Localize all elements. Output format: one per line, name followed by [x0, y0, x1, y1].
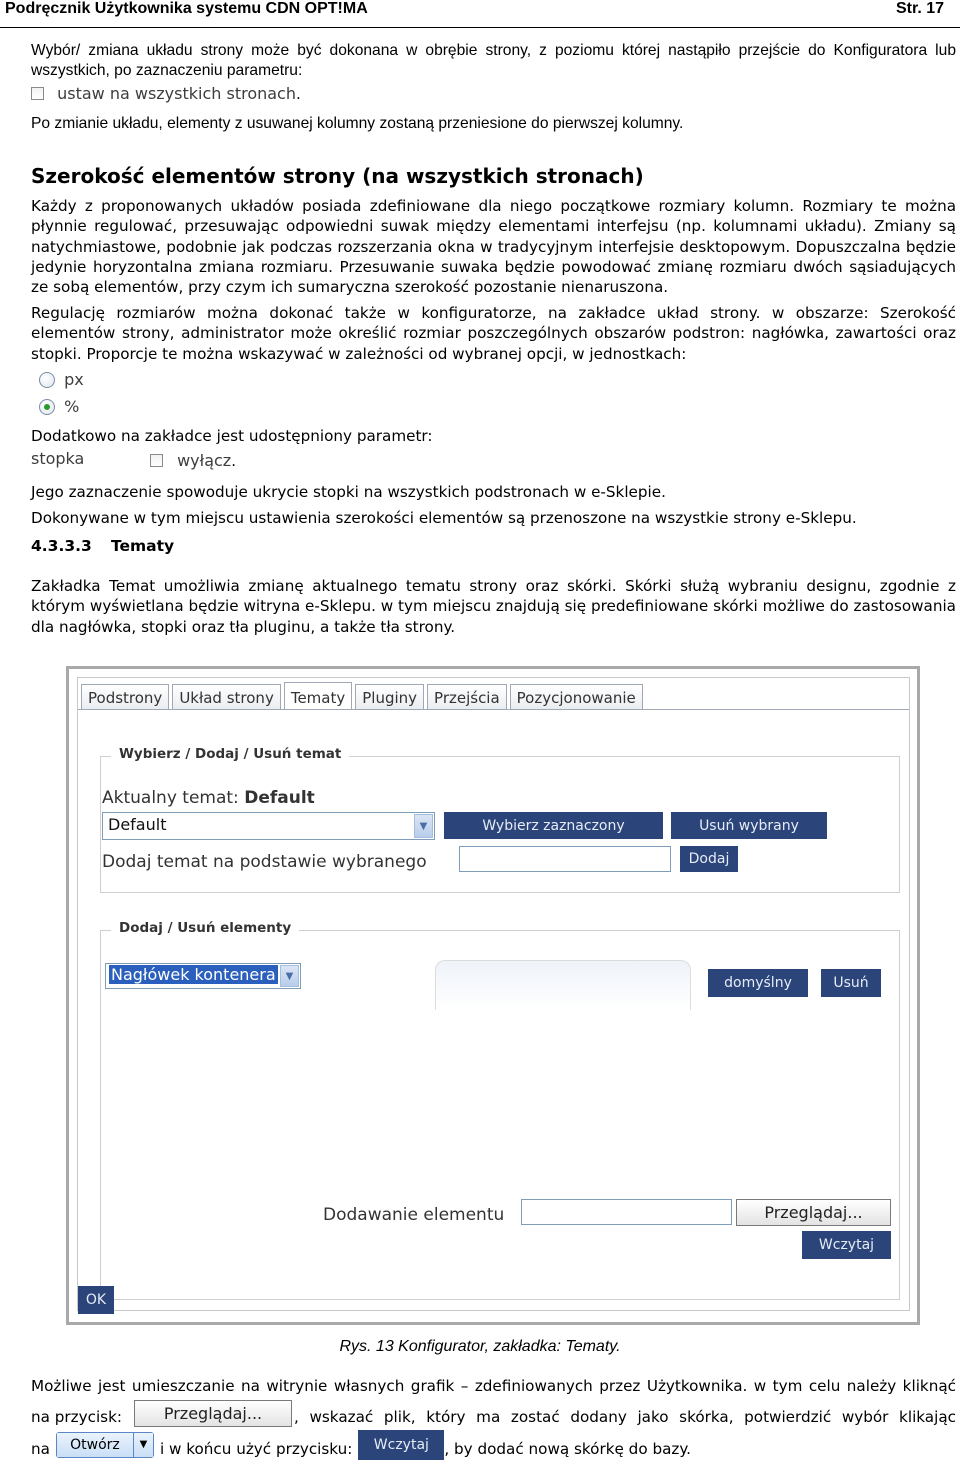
- checkbox-label: ustaw na wszystkich stronach: [57, 84, 296, 103]
- section-paragraph-3: Jego zaznaczenie spowoduje ukrycie stopki na wszystkich podstronach w e-Sklepie.: [31, 483, 666, 501]
- radio-label-px: px: [64, 370, 84, 389]
- element-preview-area: [435, 960, 691, 1010]
- stopka-checkbox-row: wyłącz.: [150, 451, 236, 470]
- wylacz-label: wyłącz: [177, 451, 232, 470]
- theme-fieldset-legend: Wybierz / Dodaj / Usuń temat: [111, 746, 349, 762]
- radio-selected-icon: [39, 399, 55, 415]
- intro-paragraph: Wybór/ zmiana układu strony może być dokonana w obrębie strony, z poziomu której nastąpiło przejście do Konfiguratora lub wszystkich, po zaznaczeniu parametru:: [31, 42, 956, 80]
- figure-caption: Rys. 13 Konfigurator, zakładka: Tematy.: [339, 1338, 621, 1355]
- elements-fieldset-legend: Dodaj / Usuń elementy: [111, 920, 299, 936]
- element-select-value: Nagłówek kontenera: [111, 965, 276, 984]
- select-checked-button[interactable]: Wybierz zaznaczony: [444, 812, 663, 839]
- subsection-heading: [31, 537, 174, 555]
- stopka-label: stopka: [31, 449, 85, 468]
- themes-paragraph: Zakładka Temat umożliwia zmianę aktualnego tematu strony oraz skórki. Skórki służą wybraniu designu, zgodnie z którym wyświetlana będzie witryna e-Sklepu. w tym miejscu znajdują się predefiniowane skórki możliwe do zastosowania dla nagłówka, stopki oraz tła pluginu, a także tła strony.: [31, 577, 956, 636]
- param-intro-text: Dodatkowo na zakładce jest udostępniony parametr:: [31, 427, 433, 445]
- section-heading: Szerokość elementów strony (na wszystkich stronach): [31, 164, 644, 188]
- chevron-down-icon[interactable]: ▼: [280, 965, 299, 987]
- closing-line-1: Możliwe jest umieszczanie na witrynie własnych grafik – zdefiniowanych przez Użytkownika. w tym celu należy kliknąć: [31, 1377, 956, 1395]
- delete-selected-button[interactable]: Usuń wybrany: [671, 812, 827, 839]
- browse-button-inline[interactable]: Przeglądaj...: [134, 1400, 292, 1427]
- header-rule: [0, 27, 960, 28]
- open-button-label[interactable]: Otwórz: [57, 1433, 133, 1457]
- open-split-button[interactable]: [56, 1432, 154, 1458]
- radio-percent-row: [39, 397, 79, 416]
- new-theme-name-input[interactable]: [459, 846, 671, 872]
- subsection-number: 4.3.3.3: [31, 537, 92, 555]
- theme-select[interactable]: [102, 812, 435, 840]
- tab-przejscia[interactable]: Przejścia: [427, 684, 507, 710]
- page-number: Str. 17: [895, 0, 944, 17]
- configurator-screenshot: [66, 666, 920, 1325]
- remove-button[interactable]: Usuń: [821, 969, 881, 997]
- adding-element-label: Dodawanie elementu: [323, 1205, 505, 1225]
- section-paragraph: Każdy z proponowanych układów posiada zdefiniowane dla niego początkowe rozmiary kolumn. Rozmiary te można płynnie regulować, przesuwając odpowiedni suwak między elementami interfejsu (np. kolumnami układu). Zmiany są natychmiastowe, podobnie jak podczas rozszerzania okna w tradycyjnym interfejsie desktopowym. Dopuszczalna będzie jedynie horyzontalna zmiana rozmiaru. Przesuwanie suwaka będzie powodować zmianę rozmiaru dwóch sąsiadujących ze sobą elementów, przy czym ich sumaryczna szerokość pozostanie nienaruszona.: [31, 197, 956, 297]
- current-theme-value: Default: [244, 788, 315, 808]
- radio-px-row: [39, 370, 84, 389]
- tab-uklad-strony[interactable]: Układ strony: [172, 684, 281, 710]
- subsection-title: Tematy: [111, 537, 175, 555]
- tab-podstrony[interactable]: Podstrony: [81, 684, 169, 710]
- section-paragraph-4: Dokonywane w tym miejscu ustawienia szerokości elementów są przenoszone na wszystkie strony e-Sklepu.: [31, 509, 857, 527]
- tab-tematy[interactable]: Tematy: [284, 682, 352, 710]
- load-button[interactable]: Wczytaj: [802, 1231, 891, 1259]
- ok-button[interactable]: OK: [78, 1286, 114, 1314]
- radio-empty-icon: [39, 372, 55, 388]
- radio-label-percent: %: [64, 397, 80, 416]
- closing-line-3: na Otwórz ▼ i w końcu użyć przycisku: Wczytaj , by dodać nową skórkę do bazy.: [31, 1428, 691, 1462]
- element-file-input[interactable]: [521, 1199, 732, 1225]
- add-theme-button[interactable]: Dodaj: [680, 846, 738, 872]
- chevron-down-icon[interactable]: ▼: [414, 814, 433, 838]
- chevron-down-icon[interactable]: ▼: [133, 1433, 153, 1457]
- theme-select-value: Default: [108, 815, 167, 834]
- closing-line-2: na przycisk: Przeglądaj... , wskazać plik, który ma zostać dodany jako skórka, potwierdzić wybór klikając: [31, 1395, 956, 1431]
- element-select[interactable]: [105, 963, 301, 989]
- current-theme-label: Aktualny temat: Default: [102, 788, 315, 808]
- intro-checkbox-row: ustaw na wszystkich stronach.: [31, 84, 301, 103]
- load-button-inline[interactable]: Wczytaj: [358, 1430, 444, 1460]
- document-header-title: Podręcznik Użytkownika systemu CDN OPT!MA: [5, 0, 368, 17]
- add-theme-label: Dodaj temat na podstawie wybranego: [102, 852, 427, 872]
- tab-pozycjonowanie[interactable]: Pozycjonowanie: [510, 684, 643, 710]
- configurator-panel: [77, 677, 910, 1311]
- intro-paragraph-2: Po zmianie układu, elementy z usuwanej kolumny zostaną przeniesione do pierwszej kolumny.: [31, 115, 684, 132]
- browse-button[interactable]: Przeglądaj...: [736, 1199, 891, 1226]
- tab-pluginy[interactable]: Pluginy: [355, 684, 424, 710]
- checkbox-icon: [31, 87, 44, 100]
- section-paragraph-2: Regulację rozmiarów można dokonać także w konfiguratorze, na zakładce układ strony. w obszarze: Szerokość elementów strony, administrator może określić rozmiar poszczególnych obszarów podstron: nagłówka, zawartości oraz stopki. Proporcje te można wskazywać w zależności od wybranej opcji, w jednostkach:: [31, 304, 956, 363]
- tab-bar: [81, 684, 643, 710]
- default-button[interactable]: domyślny: [708, 969, 808, 997]
- checkbox-icon: [150, 454, 163, 467]
- tab-underline: [78, 709, 909, 710]
